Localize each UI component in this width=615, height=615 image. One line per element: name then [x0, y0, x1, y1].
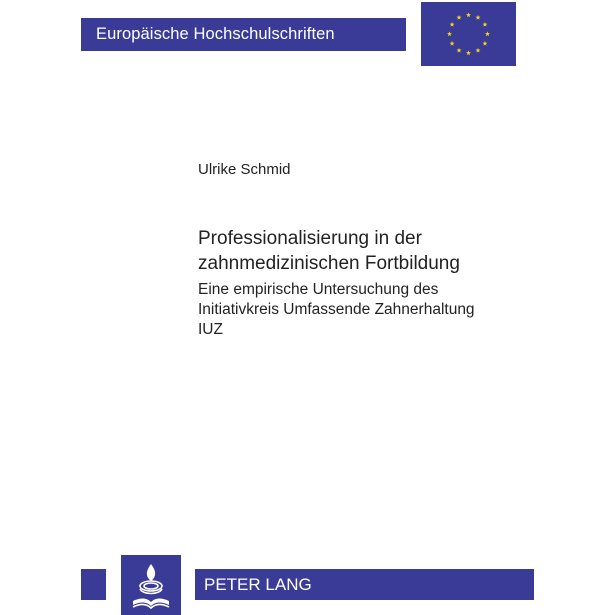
eu-star-icon — [450, 41, 455, 46]
book-title-line: zahnmedizinischen Fortbildung — [198, 253, 460, 274]
eu-star-icon — [476, 48, 481, 53]
peter-lang-logo-icon — [121, 555, 181, 615]
eu-star-icon — [482, 41, 487, 46]
book-subtitle-line: Eine empirische Untersuchung des — [198, 281, 439, 298]
author-name: Ulrike Schmid — [198, 161, 291, 178]
eu-star-icon — [476, 15, 481, 20]
publisher-banner — [195, 569, 534, 600]
book-subtitle-line: Initiativkreis Umfassende Zahnerhaltung — [198, 301, 475, 318]
eu-star-icon — [466, 12, 471, 17]
book-subtitle — [198, 280, 475, 340]
eu-star-icon — [447, 31, 452, 36]
book-title-line: Professionalisierung in der — [198, 228, 422, 249]
eu-star-icon — [457, 15, 462, 20]
eu-star-icon — [466, 50, 471, 55]
eu-star-icon — [457, 48, 462, 53]
eu-star-icon — [450, 22, 455, 27]
eu-star-icon — [482, 22, 487, 27]
eu-star-icon — [485, 31, 490, 36]
publisher-accent-block — [81, 569, 106, 600]
publisher-name: PETER LANG — [204, 574, 312, 594]
book-title — [198, 226, 460, 276]
book-subtitle-line: IUZ — [198, 321, 223, 338]
series-title: Europäische Hochschulschriften — [96, 25, 335, 43]
eu-flag-icon — [421, 2, 516, 66]
series-banner — [81, 18, 406, 51]
